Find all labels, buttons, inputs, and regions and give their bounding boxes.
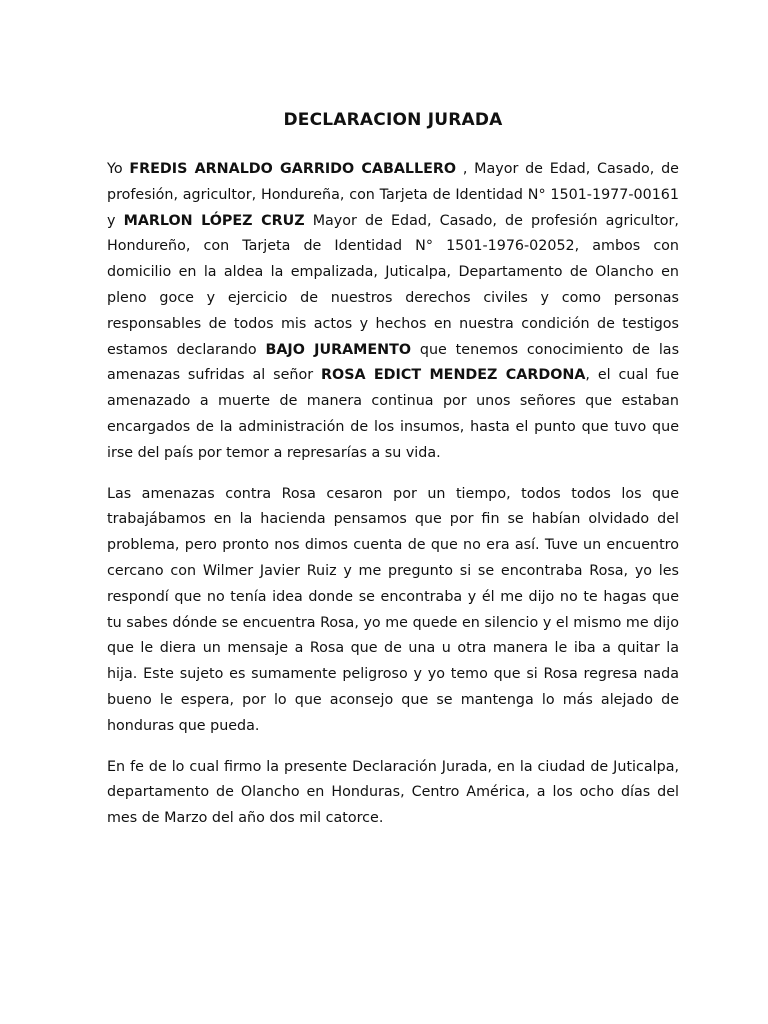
paragraph-text: Mayor de Edad, Casado, de profesión agricultor, Hondureño, con Tarjeta de Identidad N° 1501-1976-02052, ambos con domicilio en la aldea la empalizada, Juticalpa, Departamento de Olancho en pleno goce y ejercicio de nuestros derechos civiles y como personas responsables de todos mis actos y hechos en nuestra condición de testigos estamos declarando xyxy=(107,212,679,358)
threats-paragraph: Las amenazas contra Rosa cesaron por un tiempo, todos todos los que trabajábamos en la hacienda pensamos que por fin se habían olvidado del problema, pero pronto nos dimos cuenta de que no era así. Tuve un encuentro cercano con Wilmer Javier Ruiz y me pregunto si se encontraba Rosa, yo les respondí que no tenía idea donde se encontraba y él me dijo no te hagas que tu sabes dónde se encuentra Rosa, yo me quede en silencio y el mismo me dijo que le diera un mensaje a Rosa que de una u otra manera le iba a quitar la hija. Este sujeto es sumamente peligroso y yo temo que si Rosa regresa nada bueno le espera, por lo que aconsejo que se mantenga lo más alejado de honduras que pueda. xyxy=(107,485,679,734)
subject-name: ROSA EDICT MENDEZ CARDONA xyxy=(321,367,586,384)
closing-paragraph: En fe de lo cual firmo la presente Declaración Jurada, en la ciudad de Juticalpa, departamento de Olancho en Honduras, Centro América, a los ocho días del mes de Marzo del año dos mil catorce. xyxy=(107,758,679,827)
document-title: DECLARACION JURADA xyxy=(283,110,503,130)
document-page xyxy=(107,106,679,832)
declarant-name-2: MARLON LÓPEZ CRUZ xyxy=(123,212,305,229)
oath-phrase: BAJO JURAMENTO xyxy=(265,341,412,358)
paragraph-text: , Mayor de Edad, Casado, de profesión, agricultor, Hondureña, con Tarjeta de Identidad N° 1501-1977-00161 y xyxy=(107,161,679,229)
declarant-name-1: FREDIS ARNALDO GARRIDO CABALLERO xyxy=(129,161,457,177)
declarants-paragraph xyxy=(107,157,679,467)
paragraph-text: que tenemos conocimiento de las amenazas sufridas al señor xyxy=(107,341,680,384)
paragraph-text: Yo xyxy=(107,161,130,177)
paragraph-text: , el cual fue amenazado a muerte de manera continua por unos señores que estaban encargados de la administración de los insumos, hasta el punto que tuvo que irse del país por temor a represarías a su vida. xyxy=(107,367,679,461)
